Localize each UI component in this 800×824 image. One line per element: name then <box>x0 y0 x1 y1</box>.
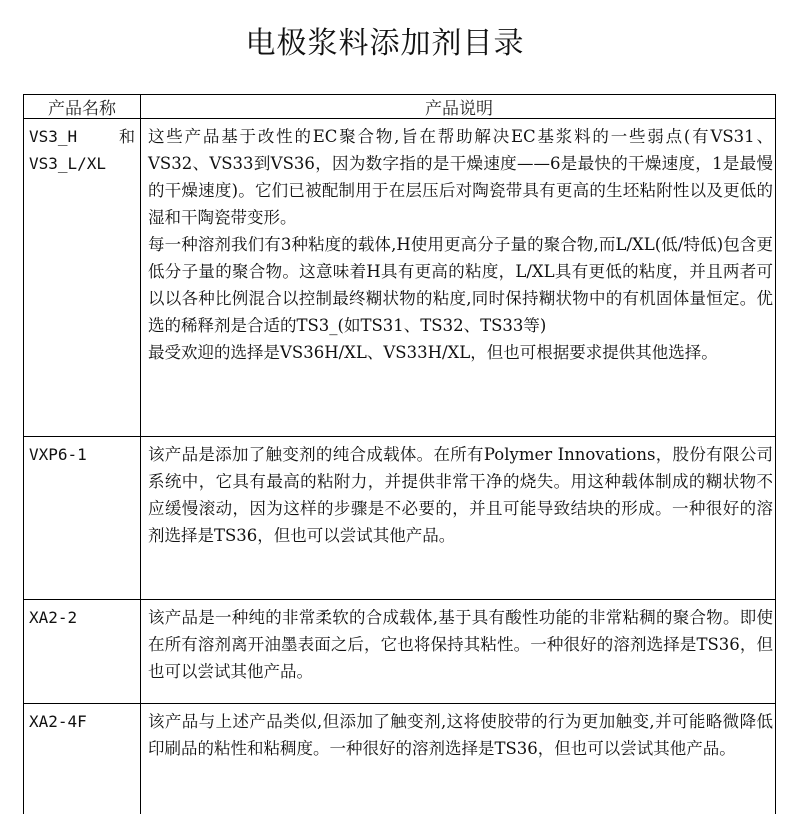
product-name: VXP6-1 <box>29 445 87 464</box>
product-name <box>29 123 135 177</box>
table-row <box>24 704 775 824</box>
product-name-line-1 <box>29 123 135 150</box>
table-header-row <box>24 95 775 119</box>
table-row <box>24 600 775 704</box>
header-product-description: 产品说明 <box>425 99 493 119</box>
product-table <box>23 94 776 814</box>
table-row <box>24 119 775 437</box>
header-product-name: 产品名称 <box>48 99 116 119</box>
description-paragraph: 该产品是一种纯的非常柔软的合成载体,基于具有酸性功能的非常粘稠的聚合物。即使在所有溶剂离开油墨表面之后，它也将保持其粘性。一种很好的溶剂选择是TS36，但也可以尝试其他产品。 <box>148 608 773 681</box>
description-paragraph: 该产品是添加了触变剂的纯合成载体。在所有Polymer Innovations，股份有限公司系统中，它具有最高的粘附力，并提供非常干净的烧失。用这种载体制成的糊状物不应缓慢滚动，因为这样的步骤是不必要的，并且可能导致结块的形成。一种很好的溶剂选择是TS36，但也可以尝试其他产品。 <box>148 445 773 545</box>
description-paragraph: 这些产品基于改性的EC聚合物,旨在帮助解决EC基浆料的一些弱点(有VS31、VS32、VS33到VS36，因为数字指的是干燥速度——6是最快的干燥速度，1是最慢的干燥速度)。它们已被配制用于在层压后对陶瓷带具有更高的生坯粘附性以及更低的湿和干陶瓷带变形。 <box>148 127 773 227</box>
product-description <box>148 708 773 762</box>
document-title: 电极浆料添加剂目录 <box>245 26 525 61</box>
description-paragraph: 该产品与上述产品类似,但添加了触变剂,这将使胶带的行为更加触变,并可能略微降低印刷品的粘性和粘稠度。一种很好的溶剂选择是TS36，但也可以尝试其他产品。 <box>148 712 773 758</box>
table-row <box>24 437 775 600</box>
product-name-part: VS3_H <box>29 127 78 146</box>
product-description <box>148 123 773 366</box>
product-description <box>148 441 773 549</box>
product-name-line-2: VS3_L/XL <box>29 154 107 173</box>
description-paragraph: 最受欢迎的选择是VS36H/XL、VS33H/XL，但也可根据要求提供其他选择。 <box>148 343 718 362</box>
product-name: XA2-4F <box>29 712 87 731</box>
product-description <box>148 604 773 685</box>
product-name: XA2-2 <box>29 608 78 627</box>
product-name-part: 和 <box>118 127 135 146</box>
description-paragraph: 每一种溶剂我们有3种粘度的载体,H使用更高分子量的聚合物,而L/XL(低/特低)包含更低分子量的聚合物。这意味着H具有更高的粘度，L/XL具有更低的粘度，并且两者可以以各种比例混合以控制最终糊状物的粘度,同时保持糊状物中的有机固体量恒定。优选的稀释剂是合适的TS3_(如TS31、TS32、TS33等) <box>148 235 773 335</box>
